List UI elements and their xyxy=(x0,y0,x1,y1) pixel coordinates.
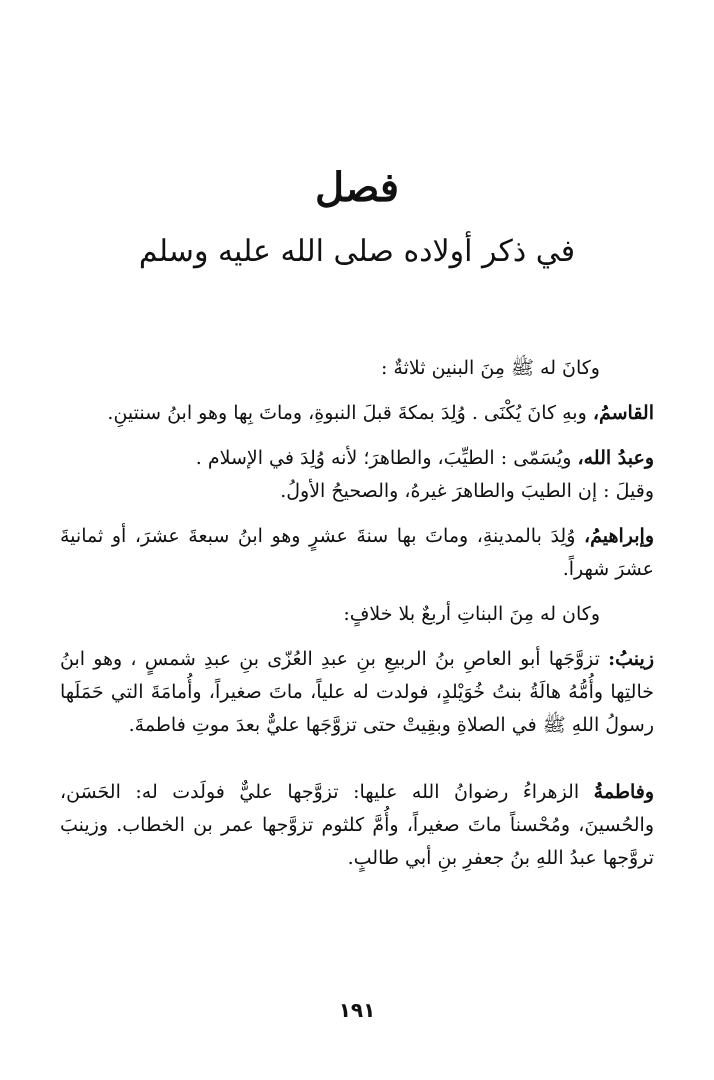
chapter-subtitle: في ذكر أولاده صلى الله عليه وسلم xyxy=(138,234,576,269)
body-text xyxy=(60,352,654,875)
paragraph-fatima xyxy=(60,776,654,875)
paragraph-lead: القاسمُ، xyxy=(592,402,654,424)
paragraph-abdullah xyxy=(60,442,654,475)
paragraph-daughters-intro xyxy=(60,598,654,631)
paragraph-lead: زينبُ: xyxy=(608,648,654,670)
paragraph-qila xyxy=(60,475,654,508)
chapter-title: فصل xyxy=(314,164,400,211)
paragraph-ibrahim xyxy=(60,520,654,586)
paragraph-text: الزهراءُ رضوانُ الله عليها: تزوَّجها عليٌّ فولَدت له: الحَسَن، والحُسينَ، ومُحْسناً ماتَ صغيراً، وأُمَّ كلثوم تزوَّجها عمر بن الخطاب. وزينبَ تروَّجها عبدُ اللهِ بنُ جعفرِ بنِ أبي طالبٍ. xyxy=(60,781,654,869)
paragraph-lead: وفاطمةُ xyxy=(593,781,655,803)
chapter-heading xyxy=(0,160,714,274)
paragraph-text: وُلِدَ بالمدينةِ، وماتَ بها سنةَ عشرٍ وهو ابنُ سبعةَ عشرَ، أو ثمانيةَ عشرَ شهراً. xyxy=(60,525,654,580)
paragraph-qasim xyxy=(60,397,654,430)
paragraph-sons-intro xyxy=(60,352,654,385)
paragraph-zaynab xyxy=(60,643,654,742)
paragraph-text: وكان له مِنَ البناتِ أربعٌ بلا خلافٍ: xyxy=(343,603,600,625)
paragraph-lead: وإبراهيمُ، xyxy=(583,525,654,547)
paragraph-text: وبهِ كانَ يُكْنَى . وُلِدَ بمكةَ قبلَ النبوةِ، وماتَ بِها وهو ابنُ سنتينِ. xyxy=(107,402,587,424)
paragraph-text: وكانَ له ﷺ مِنَ البنين ثلاثةٌ : xyxy=(380,357,600,379)
paragraph-lead: وعبدُ الله، xyxy=(577,447,654,469)
paragraph-text: ويُسَمّى : الطيِّبَ، والطاهرَ؛ لأنه وُلِدَ في الإسلام . xyxy=(195,447,572,469)
paragraph-text: وقيلَ : إن الطيبَ والطاهرَ غيرهُ، والصحيحُ الأولُ. xyxy=(280,480,654,502)
paragraph-text: تزوَّجَها أبو العاصِ بنُ الربيعِ بنِ عبدِ العُزّى بنِ عبدِ شمسٍ ، وهو ابنُ خالتِها وأُمُّهُ هالَةُ بنتُ خُوَيْلدٍ، فولدت له علياً، ماتَ صغيراً، وأُمامَةَ التي حَمَلَها رسولُ اللهِ ﷺ في الصلاةِ وبقِيتْ حتى تزوَّجَها عليٌّ بعدَ موتِ فاطمةَ. xyxy=(60,648,654,736)
page-number: ١٩١ xyxy=(338,998,376,1022)
